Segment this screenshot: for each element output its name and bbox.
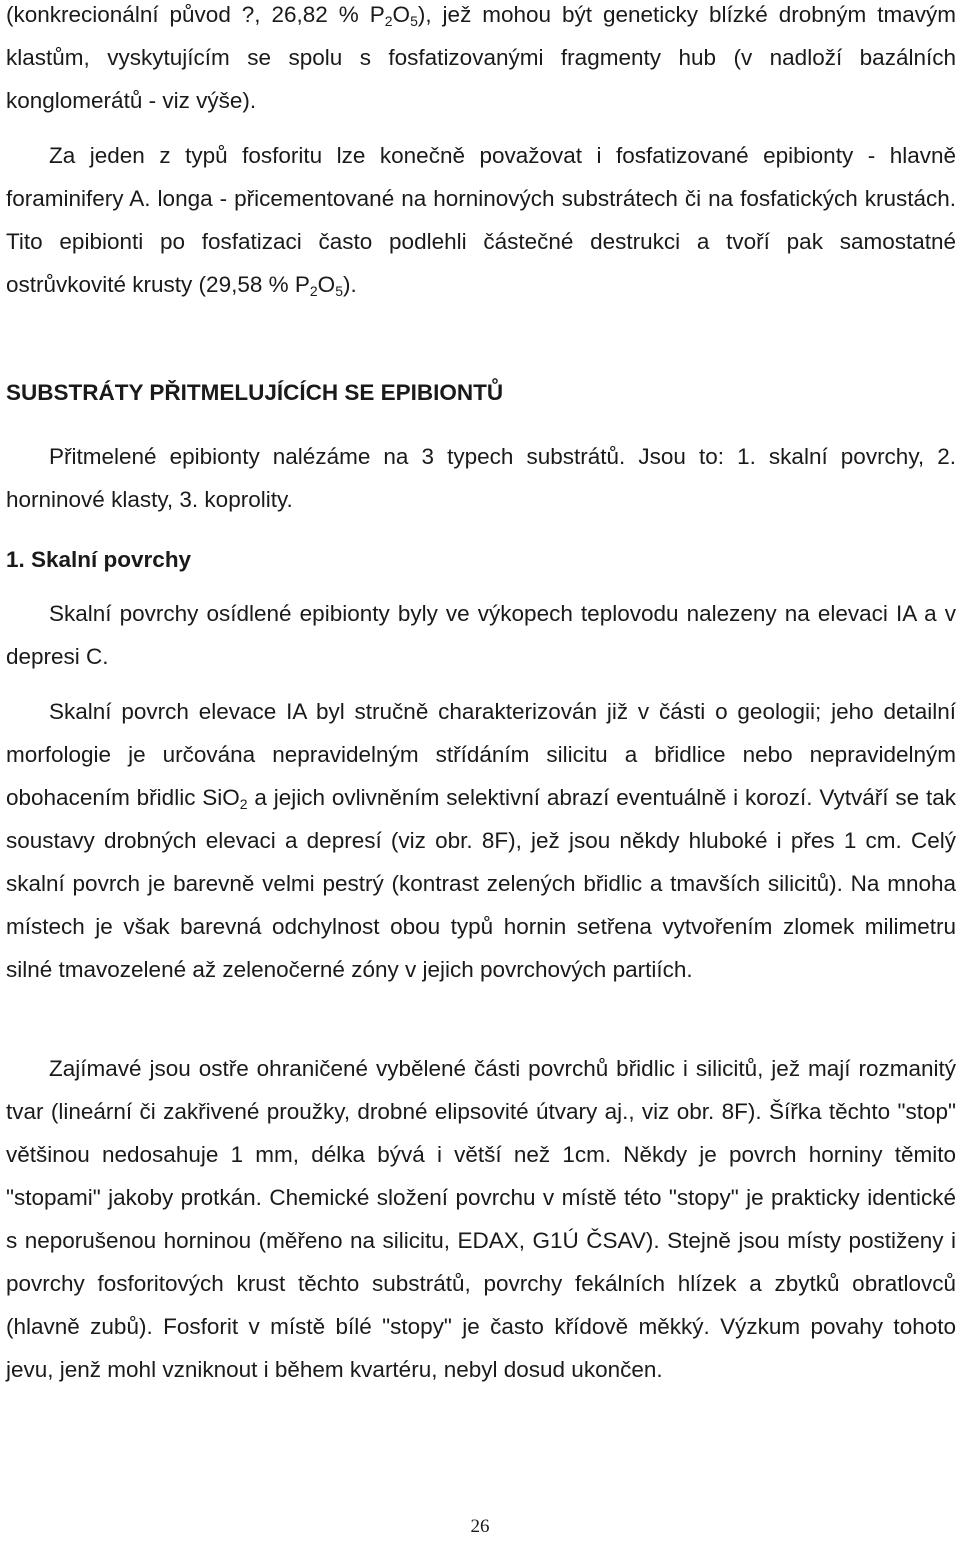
paragraph-bleached-traces: Zajímavé jsou ostře ohraničené vybělené části povrchů břidlic i silicitů, jež mají rozmanitý tvar (lineární či zakřivené proužky, drobné elipsovité útvary aj., viz obr. 8F). Šířka těchto "stop" většinou nedosahuje 1 mm, délka bývá i větší než 1cm. Někdy je povrch horniny těmito "stopami" jakoby protkán. Chemické složení povrchu v místě této "stopy" je prakticky identické s neporušenou horninou (měřeno na silicitu, EDAX, G1Ú ČSAV). Stejně jsou místy postiženy i povrchy fosforitových krust těchto substrátů, povrchy fekálních hlízek a zbytků obratlovců (hlavně zubů). Fosforit v místě bílé "stopy" je často křídově měkký. Výzkum povahy tohoto jevu, jenž mohl vzniknout i během kvartéru, nebyl dosud ukončen. xyxy=(6,1056,956,1382)
subscript: 2 xyxy=(309,283,318,299)
subsection-heading: 1. Skalní povrchy xyxy=(6,547,192,572)
subscript: 2 xyxy=(384,13,393,29)
paragraph-elevation-ia: Skalní povrch elevace IA byl stručně charakterizován již v části o geologii; jeho detailní morfologie je určována nepravidelným střídáním silicitu a břidlice nebo nepravidelným obohacením břidlic SiO$_2$ a jejich ovlivněním selektivní abrazí eventuálně i korozí. Vytváří se tak soustavy drobných elevaci a depresí (viz obr. 8F), jež jsou někdy hluboké i přes 1 cm. Celý skalní povrch je barevně velmi pestrý (kontrast zelených břidlic a tmavších silicitů). Na mnoha místech je však barevná odchylnost obou typů hornin setřena vytvořením zlomek milimetru silné tmavozelené až zelenočerné zóny v jejich povrchových partiích. xyxy=(6,699,956,982)
subscript: 5 xyxy=(335,283,343,299)
subscript: 5 xyxy=(410,13,418,29)
subscript: 2 xyxy=(239,796,248,812)
page-number: 26 xyxy=(470,1516,490,1537)
paragraph-continuation: (konkrecionální původ ?, 26,82 % $P_2O_5$), jež mohou být geneticky blízké drobným tmavým klastům, vyskytujícím se spolu s fosfatizovanými fragmenty hub (v nadloží bazálních konglomerátů - viz výše). xyxy=(6,2,956,113)
section-heading: SUBSTRÁTY PŘITMELUJÍCÍCH SE EPIBIONTŮ xyxy=(6,380,504,405)
paragraph-fossilized-epibionts: Za jeden z typů fosforitu lze konečně považovat i fosfatizované epibionty - hlavně foraminifery A. longa - přicementované na horninových substrátech či na fosfatických krustách. Tito epibionti po fosfatizaci často podlehli částečné destrukci a tvoří pak samostatné ostrůvkovité krusty (29,58 % $P_2O_5$). xyxy=(6,143,956,299)
paragraph-rock-surfaces: Skalní povrchy osídlené epibionty byly ve výkopech teplovodu nalezeny na elevaci IA a v depresi C. xyxy=(6,601,956,669)
paragraph-substrate-types: Přitmelené epibionty nalézáme na 3 typech substrátů. Jsou to: 1. skalní povrchy, 2. horninové klasty, 3. koprolity. xyxy=(6,444,956,512)
